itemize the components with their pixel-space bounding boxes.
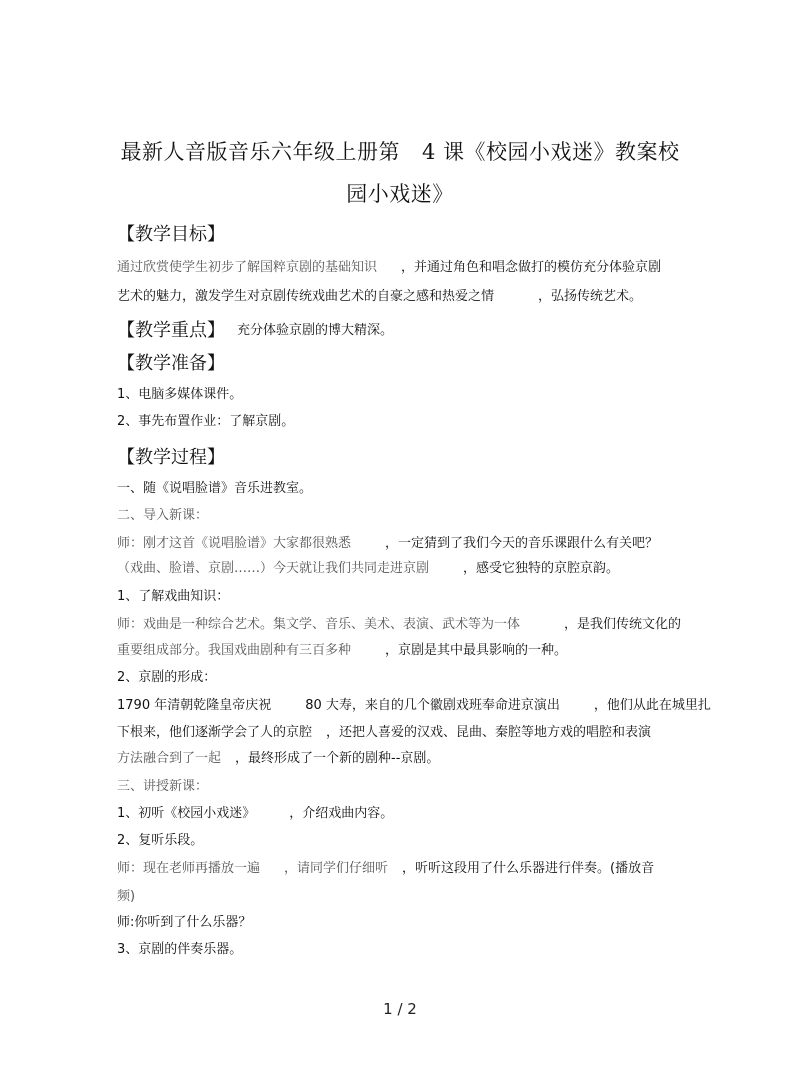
process-text-line: 师：现在老师再播放一遍 ，请同学们仔细听 ，听听这段用了什么乐器进行伴奏。(播放音 xyxy=(117,861,655,876)
section-heading-key: 【教学重点】 充分体验京剧的博大精深。 xyxy=(117,320,394,341)
process-text-line: 方法融合到了一起 ，最终形成了一个新的剧种--京剧。 xyxy=(117,751,440,766)
process-subheading: 2、京剧的形成： xyxy=(117,670,217,685)
process-step-3: 三、讲授新课： xyxy=(117,779,209,794)
process-text-line: 频) xyxy=(117,889,136,904)
goal-paragraph-line-1: 通过欣赏使学生初步了解国粹京剧的基础知识 ，并通过角色和唱念做打的模仿充分体验京剧 xyxy=(117,260,662,275)
document-title-line-1: 最新人音版音乐六年级上册第 4 课《校园小戏迷》教案校 xyxy=(120,140,680,164)
process-subheading: 3、京剧的伴奏乐器。 xyxy=(117,942,243,957)
process-text-line: 师：戏曲是一种综合艺术。集文学、音乐、美术、表演、武术等为一体 ，是我们传统文化的 xyxy=(117,617,682,632)
prep-item-1: 1、电脑多媒体课件。 xyxy=(117,387,243,402)
process-text-line: 重要组成部分。我国戏曲剧种有三百多种 ，京剧是其中最具影响的一种。 xyxy=(117,643,568,658)
section-heading-process: 【教学过程】 xyxy=(117,447,225,468)
process-subheading: 1、初听《校园小戏迷》 ，介绍戏曲内容。 xyxy=(117,806,394,821)
process-text-line: 师:你听到了什么乐器？ xyxy=(117,915,252,930)
section-heading-prep: 【教学准备】 xyxy=(117,353,225,374)
process-text-line: 1790 年清朝乾隆皇帝庆祝 80 大寿，来自的几个徽剧戏班奉命进京演出 ，他们从此在城里扎 xyxy=(117,698,711,713)
key-point-text: 充分体验京剧的博大精深。 xyxy=(237,323,394,338)
process-text-line: （戏曲、脸谱、京剧……）今天就让我们共同走进京剧 ，感受它独特的京腔京韵。 xyxy=(117,561,620,576)
section-heading-goal: 【教学目标】 xyxy=(117,224,225,245)
process-subheading: 2、复听乐段。 xyxy=(117,833,204,848)
goal-paragraph-line-2: 艺术的魅力，激发学生对京剧传统戏曲艺术的自豪之感和热爱之情 ，弘扬传统艺术。 xyxy=(117,289,643,304)
process-step-2: 二、导入新课： xyxy=(117,508,209,523)
prep-item-2: 2、事先布置作业：了解京剧。 xyxy=(117,414,295,429)
process-text-line: 师：刚才这首《说唱脸谱》大家都很熟悉 ，一定猜到了我们今天的音乐课跟什么有关吧？ xyxy=(117,536,659,551)
process-subheading: 1、了解戏曲知识： xyxy=(117,589,230,604)
document-title-line-2: 园小戏迷》 xyxy=(346,182,454,206)
process-step-1: 一、随《说唱脸谱》音乐进教室。 xyxy=(117,481,313,496)
page-number: 1 / 2 xyxy=(383,1000,417,1018)
process-text-line: 下根来，他们逐渐学会了人的京腔 ，还把人喜爱的汉戏、昆曲、秦腔等地方戏的唱腔和表演 xyxy=(117,725,652,740)
